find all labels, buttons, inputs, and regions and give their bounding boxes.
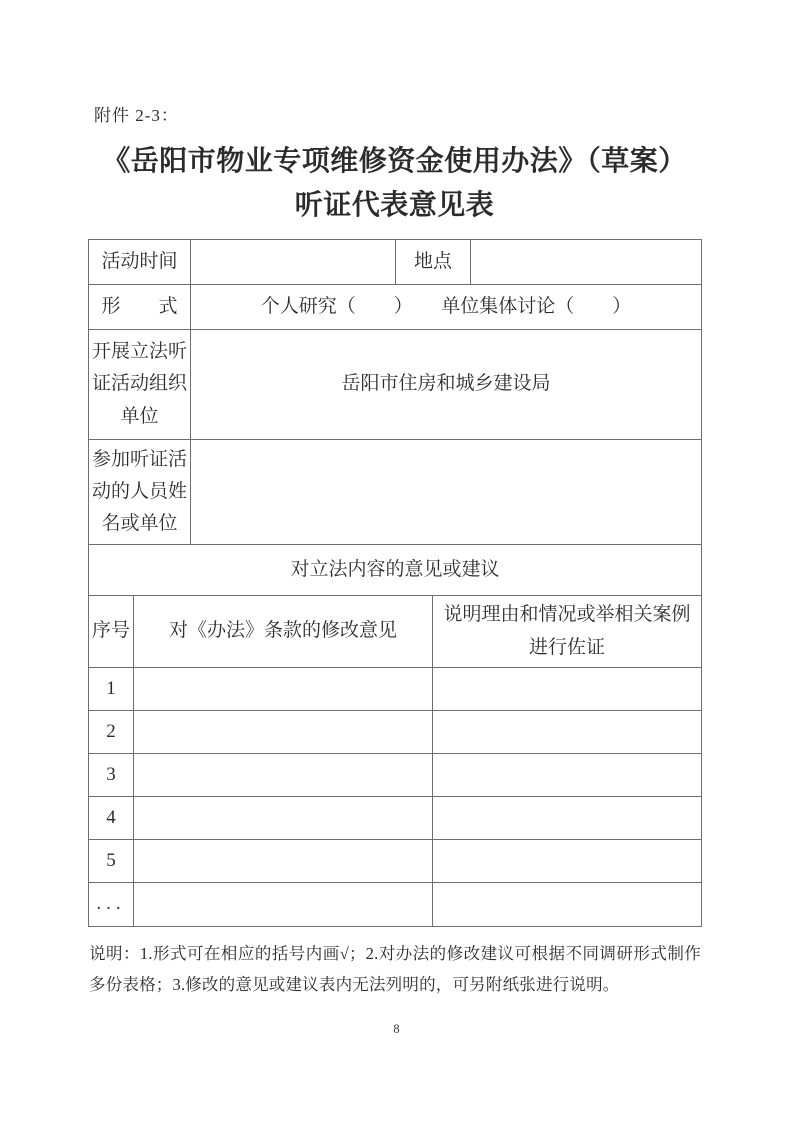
- opinion-row-3: [89, 754, 702, 797]
- row-reason-cell: [433, 883, 702, 927]
- row-reason-cell: [433, 797, 702, 840]
- attachment-label: 附件 2-3：: [94, 106, 179, 125]
- form-notes: 说明：1.形式可在相应的括号内画√；2.对办法的修改建议可根据不同调研形式制作多份表格；3.修改的意见或建议表内无法列明的，可另附纸张进行说明。: [89, 944, 701, 994]
- opinion-section-title: 对立法内容的意见或建议: [89, 545, 702, 596]
- row-reason-cell: [433, 668, 702, 711]
- participants-value-cell: [191, 440, 702, 545]
- format-label: 形 式: [89, 285, 191, 330]
- row-opinion-cell: [134, 668, 433, 711]
- format-row: [89, 285, 702, 330]
- document-content: [88, 0, 701, 1000]
- row-opinion-cell: [134, 711, 433, 754]
- organizer-label: 开展立法听证活动组织单位: [89, 330, 191, 440]
- opinion-row-5: [89, 840, 702, 883]
- row-opinion-cell: [134, 840, 433, 883]
- row-index-cell: 4: [89, 797, 134, 840]
- opinion-row-4: [89, 797, 702, 840]
- row-index-cell: 2: [89, 711, 134, 754]
- opinion-header-row: [89, 596, 702, 668]
- opinion-section-row: [89, 545, 702, 596]
- row-index-cell: 1: [89, 668, 134, 711]
- participants-row: [89, 440, 702, 545]
- opinion-row-more: [89, 883, 702, 927]
- format-options-cell: 个人研究（ ） 单位集体讨论（ ）: [191, 285, 702, 330]
- opinion-row-1: [89, 668, 702, 711]
- activity-time-label: 活动时间: [89, 240, 191, 285]
- row-index-cell: 3: [89, 754, 134, 797]
- row-reason-cell: [433, 711, 702, 754]
- col-opinion-header: 对《办法》条款的修改意见: [134, 596, 433, 668]
- organizer-value-cell: 岳阳市住房和城乡建设局: [191, 330, 702, 440]
- row-opinion-cell: [134, 754, 433, 797]
- opinion-row-2: [89, 711, 702, 754]
- col-index-header: 序号: [89, 596, 134, 668]
- organizer-row: [89, 330, 702, 440]
- col-reason-header: 说明理由和情况或举相关案例进行佐证: [433, 596, 702, 668]
- row-index-cell: 5: [89, 840, 134, 883]
- participants-label: 参加听证活动的人员姓名或单位: [89, 440, 191, 545]
- activity-time-row: [89, 240, 702, 285]
- row-opinion-cell: [134, 797, 433, 840]
- activity-time-value-cell: [191, 240, 396, 285]
- row-reason-cell: [433, 840, 702, 883]
- page-title-line-2: 听证代表意见表: [294, 190, 495, 221]
- page-title-line-1: 《岳阳市物业专项维修资金使用办法》（草案）: [102, 146, 687, 177]
- location-value-cell: [471, 240, 702, 285]
- row-opinion-cell: [134, 883, 433, 927]
- page-number: 8: [393, 1022, 400, 1036]
- row-reason-cell: [433, 754, 702, 797]
- opinion-form-table: [88, 239, 702, 927]
- row-index-cell: ...: [89, 883, 134, 927]
- location-label: 地点: [396, 240, 471, 285]
